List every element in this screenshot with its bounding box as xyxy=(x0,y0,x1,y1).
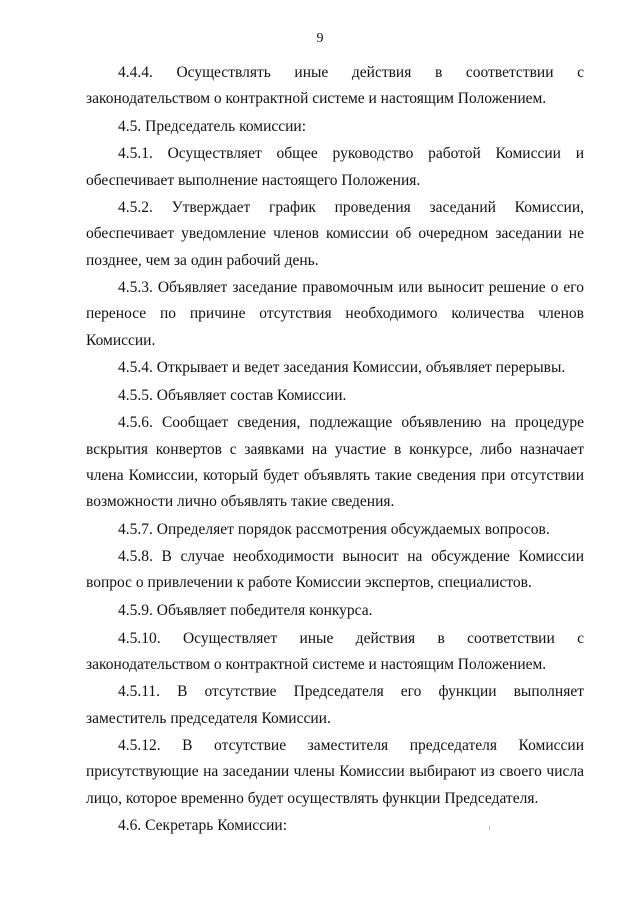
paragraph-4-5-7: 4.5.7. Определяет порядок рассмотрения обсуждаемых вопросов. xyxy=(118,520,550,538)
paragraph-4-5-2: 4.5.2. Утверждает график проведения заседаний Комиссии, обеспечивает уведомление членов комиссии об очередном заседании не позднее, чем за один рабочий день. xyxy=(86,199,584,269)
paragraph-4-5-1: 4.5.1. Осуществляет общее руководство работой Комиссии и обеспечивает выполнение настоящего Положения. xyxy=(86,145,584,189)
paragraph-4-5-8: 4.5.8. В случае необходимости выносит на обсуждение Комиссии вопрос о привлечении к работе Комиссии экспертов, специалистов. xyxy=(86,548,584,592)
paragraph-4-5-12: 4.5.12. В отсутствие заместителя председателя Комиссии присутствующие на заседании члены Комиссии выбирают из своего числа лицо, которое временно будет осуществлять функции Председателя. xyxy=(86,737,584,807)
paragraph-4-5-5: 4.5.5. Объявляет состав Комиссии. xyxy=(118,386,347,404)
document-body xyxy=(86,60,584,839)
paragraph-4-5-11: 4.5.11. В отсутствие Председателя его функции выполняет заместитель председателя Комиссии. xyxy=(86,683,584,727)
paragraph-4-5-6: 4.5.6. Сообщает сведения, подлежащие объявлению на процедуре вскрытия конвертов с заявками на участие в конкурсе, либо назначает члена Комиссии, который будет объявлять такие сведения при отсутствии возможности лично объявлять такие сведения. xyxy=(86,414,584,510)
paragraph-4-5-10: 4.5.10. Осуществляет иные действия в соответствии с законодательством о контрактной системе и настоящим Положением. xyxy=(86,629,584,673)
paragraph-4-5-9: 4.5.9. Объявляет победителя конкурса. xyxy=(118,601,373,619)
paragraph-4-5-3: 4.5.3. Объявляет заседание правомочным или выносит решение о его переносе по причине отсутствия необходимого количества членов Комиссии. xyxy=(86,279,584,349)
page-number: 9 xyxy=(316,31,324,46)
scan-speck xyxy=(489,826,490,830)
paragraph-4-5-4: 4.5.4. Открывает и ведет заседания Комиссии, объявляет перерывы. xyxy=(118,359,566,377)
paragraph-4-6: 4.6. Секретарь Комиссии: xyxy=(118,817,288,835)
paragraph-4-4-4: 4.4.4. Осуществлять иные действия в соответствии с законодательством о контрактной системе и настоящим Положением. xyxy=(86,64,584,108)
paragraph-4-5: 4.5. Председатель комиссии: xyxy=(118,117,307,135)
